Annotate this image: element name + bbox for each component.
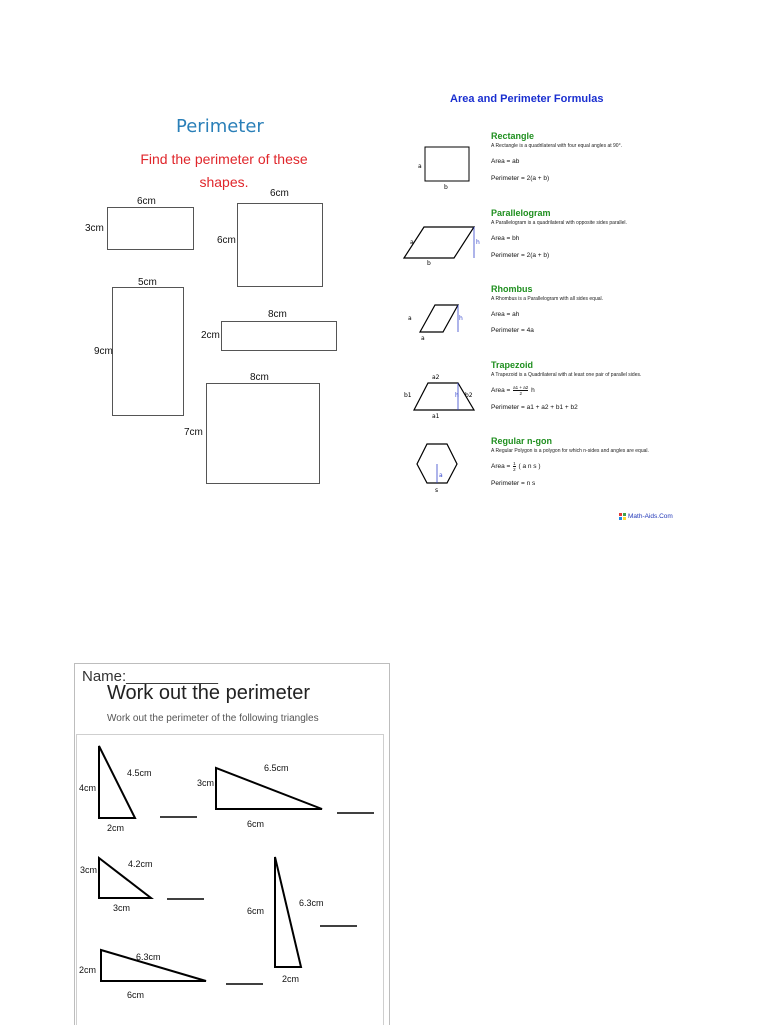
trapezoid-area-fraction (513, 385, 528, 396)
square-shape-5 (206, 383, 320, 484)
trapezoid-label-h: h (455, 392, 459, 399)
triangle-4-hyp-label: 6.3cm (299, 898, 324, 908)
ngon-area-fraction (513, 461, 516, 472)
triangle-3-hyp-label: 4.2cm (128, 859, 153, 869)
formula-diagrams (400, 140, 484, 500)
triangle-5-base-label: 6cm (127, 990, 145, 1000)
trapezoid-label-b1: b1 (404, 392, 412, 399)
square-shape-2 (237, 203, 323, 287)
rectangle-perimeter-formula: Perimeter = 2(a + b) (491, 175, 550, 182)
trapezoid-label-a1: a1 (432, 413, 440, 420)
trapezoid-description: A Trapezoid is a Quadrilateral with at least one pair of parallel sides. (491, 372, 642, 378)
name-field-label: Name:___________ (82, 668, 218, 685)
ngon-area-prefix: Area = (491, 463, 511, 470)
triangle-5-hyp-label: 6.3cm (136, 952, 161, 962)
ngon-area-denominator: 2 (513, 467, 516, 472)
rhombus-label-a-left: a (408, 315, 412, 322)
parallelogram-heading: Parallelogram (491, 208, 551, 218)
trapezoid-area-denominator: 2 (519, 391, 522, 396)
parallelogram-area-formula: Area = bh (491, 235, 520, 242)
rhombus-label-a-bottom: a (421, 335, 425, 342)
trapezoid-label-a2: a2 (432, 374, 440, 381)
triangle-worksheet-subtitle: Work out the perimeter of the following triangles (107, 713, 319, 724)
triangle-4-base-label: 2cm (282, 974, 300, 984)
rhombus-perimeter-formula: Perimeter = 4a (491, 327, 534, 334)
perimeter-instruction (104, 148, 344, 194)
rhombus-heading: Rhombus (491, 284, 533, 294)
rhombus-diagram (420, 305, 458, 332)
triangle-2 (216, 768, 322, 809)
shape-1-side-label: 3cm (85, 223, 104, 234)
ngon-heading: Regular n-gon (491, 436, 552, 446)
ngon-area-numerator: 1 (513, 461, 516, 466)
shape-2-side-label: 6cm (217, 235, 236, 246)
trapezoid-area-formula (491, 385, 535, 396)
shape-1-top-label: 6cm (137, 196, 156, 207)
rectangle-shape-3 (112, 287, 184, 416)
parallelogram-description: A Parallelogram is a quadrilateral with opposite sides parallel. (491, 220, 627, 226)
perimeter-title: Perimeter (176, 116, 264, 137)
triangle-5-left-label: 2cm (79, 965, 97, 975)
rectangle-label-a: a (418, 163, 422, 170)
triangle-4 (275, 857, 301, 967)
shape-3-side-label: 9cm (94, 346, 113, 357)
rhombus-area-formula: Area = ah (491, 311, 520, 318)
shape-4-top-label: 8cm (268, 309, 287, 320)
parallelogram-diagram (404, 227, 474, 258)
parallelogram-label-b: b (427, 260, 431, 267)
trapezoid-area-numerator: a1 + a2 (513, 385, 529, 390)
rectangle-shape-1 (107, 207, 194, 250)
shape-5-side-label: 7cm (184, 427, 203, 438)
instruction-line-1: Find the perimeter of these (140, 151, 308, 167)
rhombus-description: A Rhombus is a Parallelogram with all sides equal. (491, 296, 603, 302)
math-aids-brand: Math-Aids.Com (628, 513, 673, 520)
trapezoid-perimeter-formula: Perimeter = a1 + a2 + b1 + b2 (491, 404, 578, 411)
rhombus-label-h: h (459, 315, 463, 322)
ngon-area-suffix: ( a n s ) (518, 463, 541, 470)
parallelogram-perimeter-formula: Perimeter = 2(a + b) (491, 252, 550, 259)
triangle-1-left-label: 4cm (79, 783, 97, 793)
triangle-2-left-label: 3cm (197, 778, 215, 788)
hexagon-label-s: s (435, 487, 439, 494)
triangle-3-base-label: 3cm (113, 903, 131, 913)
rectangle-shape-4 (221, 321, 337, 351)
trapezoid-label-b2: b2 (465, 392, 473, 399)
shape-3-top-label: 5cm (138, 277, 157, 288)
triangle-worksheet-title: Work out the perimeter (107, 682, 311, 704)
triangle-2-base-label: 6cm (247, 819, 265, 829)
trapezoid-heading: Trapezoid (491, 360, 534, 370)
math-aids-logo-icon (619, 513, 626, 520)
hexagon-label-a: a (439, 472, 443, 479)
triangle-3-left-label: 3cm (80, 865, 98, 875)
rectangle-diagram (425, 147, 469, 181)
rectangle-label-b: b (444, 184, 448, 191)
formula-sheet-title: Area and Perimeter Formulas (450, 93, 604, 105)
rectangle-description: A Rectangle is a quadrilateral with four equal angles at 90°. (491, 143, 622, 149)
ngon-perimeter-formula: Perimeter = n s (491, 480, 536, 487)
triangle-1-base-label: 2cm (107, 823, 125, 833)
triangle-1 (99, 746, 135, 818)
shape-5-top-label: 8cm (250, 372, 269, 383)
ngon-description: A Regular Polygon is a polygon for which n-sides and angles are equal. (491, 448, 649, 454)
parallelogram-label-a: a (410, 239, 414, 246)
triangle-1-hyp-label: 4.5cm (127, 768, 152, 778)
rectangle-heading: Rectangle (491, 131, 535, 141)
trapezoid-area-suffix: h (531, 387, 535, 394)
trapezoid-area-prefix: Area = (491, 387, 511, 394)
ngon-area-formula (491, 461, 541, 472)
shape-2-top-label: 6cm (270, 188, 289, 199)
parallelogram-label-h: h (476, 239, 480, 246)
triangle-diagrams (76, 740, 382, 1024)
rectangle-area-formula: Area = ab (491, 158, 520, 165)
triangle-4-left-label: 6cm (247, 906, 265, 916)
shape-4-side-label: 2cm (201, 330, 220, 341)
instruction-line-2: shapes. (199, 174, 249, 190)
triangle-2-hyp-label: 6.5cm (264, 763, 289, 773)
